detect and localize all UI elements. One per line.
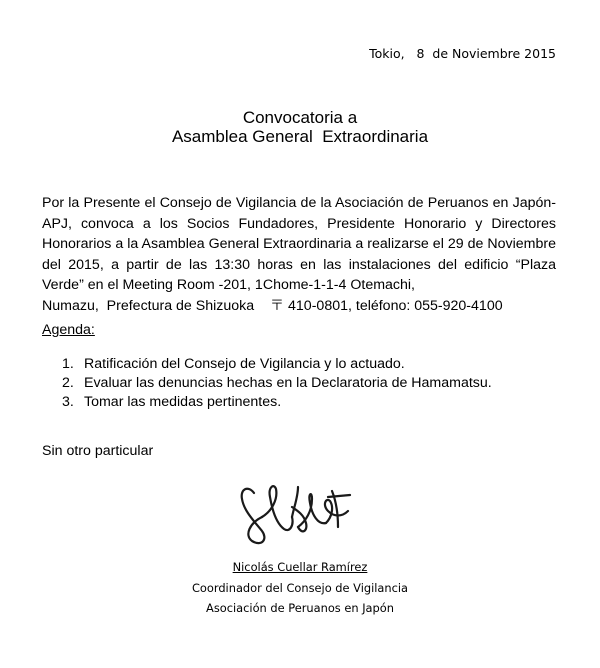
signature-block	[0, 557, 600, 619]
body-paragraph	[42, 193, 556, 317]
body-address-phone-line: Numazu, Prefectura de Shizuoka 〒 410-0801, teléfono: 055-920-4100	[42, 297, 503, 314]
agenda-item-text: Evaluar las denuncias hechas en la Declaratoria de Hamamatsu.	[84, 375, 492, 391]
closing-text: Sin otro particular	[42, 443, 154, 459]
agenda-heading: Agenda:	[42, 322, 95, 338]
agenda-item-text: Ratificación del Consejo de Vigilancia y lo actuado.	[84, 356, 405, 372]
agenda-item-number: 1.	[62, 356, 74, 372]
signatory-role: Coordinador del Consejo de Vigilancia	[191, 580, 409, 595]
agenda-item	[62, 355, 492, 374]
signatory-organization: Asociación de Peruanos en Japón	[206, 601, 394, 615]
agenda-item-number: 2.	[62, 375, 74, 391]
body-main-text: Por la Presente el Consejo de Vigilancia de la Asociación de Peruanos en Japón-APJ, convoca a los Socios Fundadores, Presidente Honorario y Directores Honorarios a la Asamblea General Extraordinaria a realizarse el 29 de Noviembre del 2015, a partir de las 13:30 horas en las instalaciones del edificio “Plaza Verde” en el Meeting Room -201, 1Chome-1-1-4 Otemachi,	[42, 195, 556, 294]
agenda-item	[62, 393, 492, 412]
agenda-item-number: 3.	[62, 394, 74, 410]
letter-date: Tokio, 8 de Noviembre 2015	[369, 46, 556, 61]
signatory-name: Nicolás Cuellar Ramírez	[232, 560, 368, 574]
title-line-1: Convocatoria a	[242, 108, 358, 127]
handwritten-signature	[232, 477, 362, 549]
agenda-item	[62, 374, 492, 393]
letter-title	[0, 108, 600, 146]
title-line-2: Asamblea General Extraordinaria	[171, 127, 429, 146]
agenda-list	[62, 355, 492, 412]
agenda-item-text: Tomar las medidas pertinentes.	[84, 394, 282, 410]
